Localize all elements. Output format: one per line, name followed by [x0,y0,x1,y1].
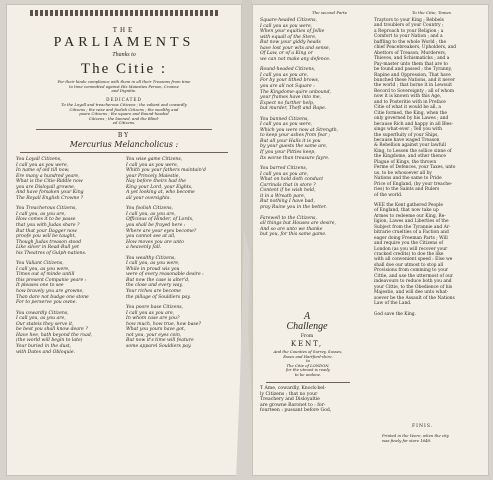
challenge-line: a Reproach to your Religion ; a [374,28,444,34]
challenge-line: the superfluity of your Ships, [374,132,439,138]
header-ornament [30,10,220,16]
poem-line: his Theatres of Gulph-nations. [16,250,87,256]
title-parliaments: PARLIAMENTS [53,35,195,50]
dedication-line: Citizens ; the banned, and the Blind- [88,115,160,121]
challenge-line: be found and passed ; the Tyranny, [374,67,452,73]
poem-line: I call you, as you were, [126,261,180,267]
poem-line: this present Companie yeare : [16,277,87,283]
challenge-line: God save the King. [374,311,417,317]
title-the-citie: The Citie : [80,61,168,77]
poem-line: For by your tithed brows, [260,78,320,84]
poem-line: If you your Pitties keep, [260,150,316,156]
poem-line: to keep your ashes from fear ; [260,133,331,139]
challenge-line: soever be the Assault of the Nations [374,295,455,301]
challenge-line: sings what-ever ; Tell you with [374,127,442,133]
poem-line: have lost your wits and sense, [260,45,331,51]
right-page [252,4,489,476]
divider-rule [36,129,212,130]
poem-line: I call you as you are, [260,72,309,78]
challenge-line: because have waged Treason [374,137,440,143]
challenge-line: Thieves, and Schismaticks ; and a [374,56,450,62]
challenge-line: & Rebellion against your lawfull [374,143,446,149]
poem-line: Than dare not budge one stone [16,294,89,300]
challenge-line: Comfort to your Nation ; and a [374,34,443,40]
poem-line: pray Ruine you in the better. [260,204,327,210]
challenge-line: Abettors of Treason, Murderers, [374,50,447,56]
challenge-line: ries) to the Saints and Rulers [374,187,440,193]
poem-line: I call you, as you are, [16,211,66,217]
poem-line: But now your giddy heads [260,40,321,46]
challenge-line: Citie of what it would be all, a [374,105,441,111]
challenge-line: T Ame, cowardly, Knock-bel- [260,386,327,391]
poem-line: proofe you will be taught, [16,234,76,240]
poem-line: I call you, as you are, [126,211,176,217]
subtitle-line: For their kinde compliance with them in all their Treasons from time [57,79,191,84]
challenge-line: Armes to redeeme our King, Re- [374,213,446,219]
challenge-line: Citie formed, the King, when the [374,110,447,116]
poem-line: You wise game Citizens, [126,157,183,162]
poem-line: Expect no further help, [260,100,315,106]
dedication-line: Citizens ; the wise and foolish Citizens ; the wealthy and [69,106,179,112]
poem-line: not you, your eyes coin, [126,332,182,338]
poem-line: You poore base Citizens, [126,305,184,311]
kent-address [256,350,360,378]
poem-line: Content if he wish held, [260,188,316,194]
challenge-line: cracked credits) to doe the like [374,252,444,258]
challenge-line: and require you the Citizens of [374,241,444,247]
imprint-line: was finely for store 1648. [382,437,432,443]
poem-line: some apparel Souldiers pay. [126,343,192,349]
challenge-text-column [374,18,486,317]
by-label: BY [117,132,131,139]
poem-line: all things but Houses are desire, [260,221,336,227]
poem-line: how much, how true, how base? [126,321,201,327]
challenge-line: ligion, Lawes and Liberties of the [374,219,449,225]
poem-line: we can not make any defence. [260,56,331,62]
poem-line: you are Disloyall growne, [16,184,76,190]
poem-line: What you yours have got, [126,327,186,333]
dedication-line: To the Loyall and treacherous Citizens ; the valiant and cowardly [61,102,187,107]
poem-line: you are all not Square : [260,84,315,90]
challenge-line: only governed by his Lawes ; and [374,116,449,122]
running-head-left: The second Parte [312,10,348,15]
challenge-text-start [260,386,365,414]
challenge-line: Cittie, and use the uttermost of our [374,273,453,279]
poem-line: But that your Dagger now [16,228,77,234]
kent-label: KENT, [290,340,324,348]
poem-line: Of Law, or of a King or [260,51,313,57]
address-line: for the utmost is ready [286,367,330,373]
poem-line: You Treacherous Citizens, [16,206,77,212]
poem-line: In name of old till now, [16,168,70,174]
poem-line: You foolish Citizens, [126,206,173,212]
challenge-line: the Kingdome, and other thence [374,154,446,160]
poem-line: you shall be frayed here : [126,223,186,229]
poem-line: King your Lord, your Eights, [126,184,193,190]
address-line: Essex and Hartford-shire, [283,353,333,359]
challenge-line: the world ; that borne it in Lewsuit [374,83,453,89]
poem-line: all your oversights. [126,195,171,201]
author-name: Mercurius Melancholicus : [69,140,179,149]
poem-line: Have hee, hath beyond the road, [16,332,93,338]
challenge-line: bunched these Nations, and it never [374,77,455,83]
poem-line: While in proud wis you [126,266,180,272]
challenge-line: Traytors to your King ; Rebbels [374,18,444,23]
poem-line: But nothing I have bad, [260,199,315,205]
challenge-line: WEE the Kent gathered People [374,202,443,208]
poem-line: Which you were now at Strength, [260,127,339,133]
challenge-line: are growne Baronet to : for- [260,402,326,408]
poem-line: that you with Judas share ? [16,223,80,229]
poem-line: with Dates and Obloquie. [16,349,76,355]
poem-line: How comes it to be passe [16,217,76,223]
subtitle-line: and Dignitie. [111,88,137,94]
poem-line: You cowardly Citizens, [16,310,69,316]
challenge-line: indeavours to reduce both you and [374,279,452,285]
poem-line: Our stateis they serve it, [16,321,74,327]
challenge-line: Record to Sovereignty ; all of whom [374,88,454,94]
title-thanks-to: Thanks to [112,52,136,58]
poem-line: For to perserve you owne. [16,300,77,306]
poem-line: Times out of minde untill [16,272,75,278]
poem-line: You barred Citizens, [260,166,308,172]
poem-line: I call you as you were, [16,162,69,168]
challenge-line: fourteen : pussant before God, [260,408,332,414]
challenge-line: bitrarie cruelties of a Faction and [374,230,449,236]
poem-line: What is the Citie-Riddle now [16,179,83,185]
poem-line: by your guests the same are, [260,144,328,150]
challenge-line: Treachery and Disloyaltie [260,397,320,403]
poem-line: it in a Wreath pare, [260,193,306,199]
running-head-right: To the Citie, Tomes [412,10,451,15]
poem-line: but murder, Theft and Rape. [260,106,327,112]
imprint-block [382,434,486,443]
dedication-line: ed Citizens. [112,120,136,126]
poem-line: were of every reasonable desire : [126,272,204,278]
poem-line: your Princely Maiestie, [126,173,180,179]
poem-line: You Loyall Citizens, [16,157,62,162]
poem-line: When your equities of Jellie [260,29,325,35]
challenge-line: Ferme of Defences, your Taxes, unto [374,165,456,171]
address-line: to be undone. [294,371,322,377]
poem-line: Ere many a hundred yeare, [16,173,80,179]
poem-line: Though Judas treason stood [16,239,82,245]
poem-line: The Kingdome-quire unbound, [260,89,332,95]
poem-column-left [16,157,120,355]
address-line: The Citie of LONDON, [286,362,330,368]
dedication-label: DEDICATED [106,97,142,102]
poem-line: Where are your eyes become? [126,228,197,234]
poem-line: You Valiant Citizens, [16,261,64,267]
challenge-line: of the world. [374,192,403,198]
poem-line: It pleases one to see [16,283,64,289]
poem-line: I call you as you were, [126,162,179,168]
poem-line: I call you as you were, [260,23,313,29]
poem-line: Nay before theirs had the [126,179,186,185]
poem-line: What on hold doth conduct [260,177,324,183]
poem-line: You banned Citizens, [260,116,309,122]
poem-line: your frames have into me, [260,95,322,101]
poem-column-continued [260,18,365,238]
challenge-line: King, to Lessen the sollice sinne of [374,148,452,154]
poem-line: You wealthy Citizens, [126,255,176,261]
poem-line: In whom case are you? [126,316,180,322]
from-label: From [300,334,314,339]
poem-line: Round-headed Citizens, [260,67,316,73]
divider-rule [266,382,350,383]
challenge-line: of England, that now take up [374,208,439,214]
dedication-block [16,103,232,126]
challenge-line: because Rich and happy in all Bles- [374,121,453,127]
poem-line: The Royall English Crowne ? [16,195,84,201]
challenge-line: ly Citizens ; that no your [260,391,318,397]
poem-line: Your riches are become [126,289,181,295]
challenge-line: Price of England, (by your treache- [374,181,453,187]
poem-line: I call you as you were, [260,122,313,128]
challenge-line: baffling to the whole World ; the [374,39,447,45]
challenge-line: chief Peacebreakers, Upholders, and [374,45,457,51]
challenge-line: Pay-master unto them that are to [374,61,448,67]
challenge-line: with all convenient speed : Else we [374,257,453,263]
poem-line: but you, for this same game. [260,232,327,238]
poem-line: Carrinals that in store ? [260,182,316,188]
poem-line: Its worse than treasure fayre. [260,155,330,161]
challenge-line: Plague of Kings, the thrown [374,159,437,165]
subtitle-line: to time committed against His Maiesties Person, Crowne [69,83,179,89]
poem-line: But all your Halls it is you [260,138,321,144]
poem-line: And so are unto we thanke [260,226,323,232]
poem-line: be best you shall know deare ? [16,327,88,333]
challenge-line: Law of the Land. [374,301,412,307]
poem-line: I call you as you are, [260,171,309,177]
address-line: to [306,358,310,364]
finis-label: FINIS. [412,424,434,429]
poem-line: Your buried in the dust, [16,343,72,349]
poem-line: But now the case is alter'd, [126,277,190,283]
subtitle-block [16,80,232,94]
poem-line: how bravely you are growne, [16,289,84,295]
poem-line: I call you, as you were, [16,266,70,272]
challenge-line: your Cittie, to the Obedience of his [374,284,453,290]
challenge-line: Rapine and Oppression, That have [374,72,451,78]
challenge-line: eager doing Freeman Parts ; Will [374,235,448,241]
poem-line: Farewell to the Citizens, [260,215,317,221]
challenge-line: now it is known with this Age, [374,94,442,100]
poem-line: Square-headed Citizens, [260,18,317,23]
poem-line: the pillage of Souldiers pay. [126,294,191,300]
challenge-line: and troublers of your Country ; [374,23,444,29]
poem-line: a heavenly fall. [126,245,162,251]
poem-line: (the world will begin to late) [16,338,83,344]
challenge-line: Subject from the Tyrannie and Ar- [374,224,451,230]
poem-line: you cannot see at all, [126,234,176,240]
challenge-line: us, to be whosoever all by [374,170,432,176]
poem-line: I call you, as you are, [16,316,66,322]
poem-line: Like silver in Read-Bull yet [16,245,79,251]
title-the: THE [112,26,136,34]
challenge-line: Nations and the same to Pride [374,176,442,182]
poem-line: Officious of Hinder, of Lords, [126,217,194,223]
divider-rule [20,152,228,153]
challenge-line: and to Posteritie with in Preface [374,99,446,105]
challenge-line: Majestie, and will dee unto what- [374,290,449,296]
poem-column-right [126,157,236,350]
challenge-line: London (as you will recover your [374,246,448,252]
poem-line: the close and every way, [126,283,183,289]
poem-line: But now it's time will feature [126,338,194,344]
challenge-line: shall doe our utmost to stop all [374,262,444,268]
poem-line: And have forsaken your King [16,190,84,196]
imprint-line: Printed in the Yeere, when the city [382,433,449,438]
poem-line: How moves you are unto [126,239,184,245]
poem-line: A yet looking at, who become [126,190,195,196]
challenge-line: Provisions from comming to your [374,268,449,274]
left-page [6,4,242,476]
poem-line: Whith you your fathers maintain'd [126,168,206,174]
poem-line: I call you as you are, [126,310,175,316]
dedication-line: poore Citizens ; the square and Round-headed [79,111,169,117]
challenge-heading: A Challenge [286,311,328,332]
poem-line: with equall of the Stere, [260,34,317,40]
address-line: And the Counties of Surrey, Sussex, [273,349,343,354]
